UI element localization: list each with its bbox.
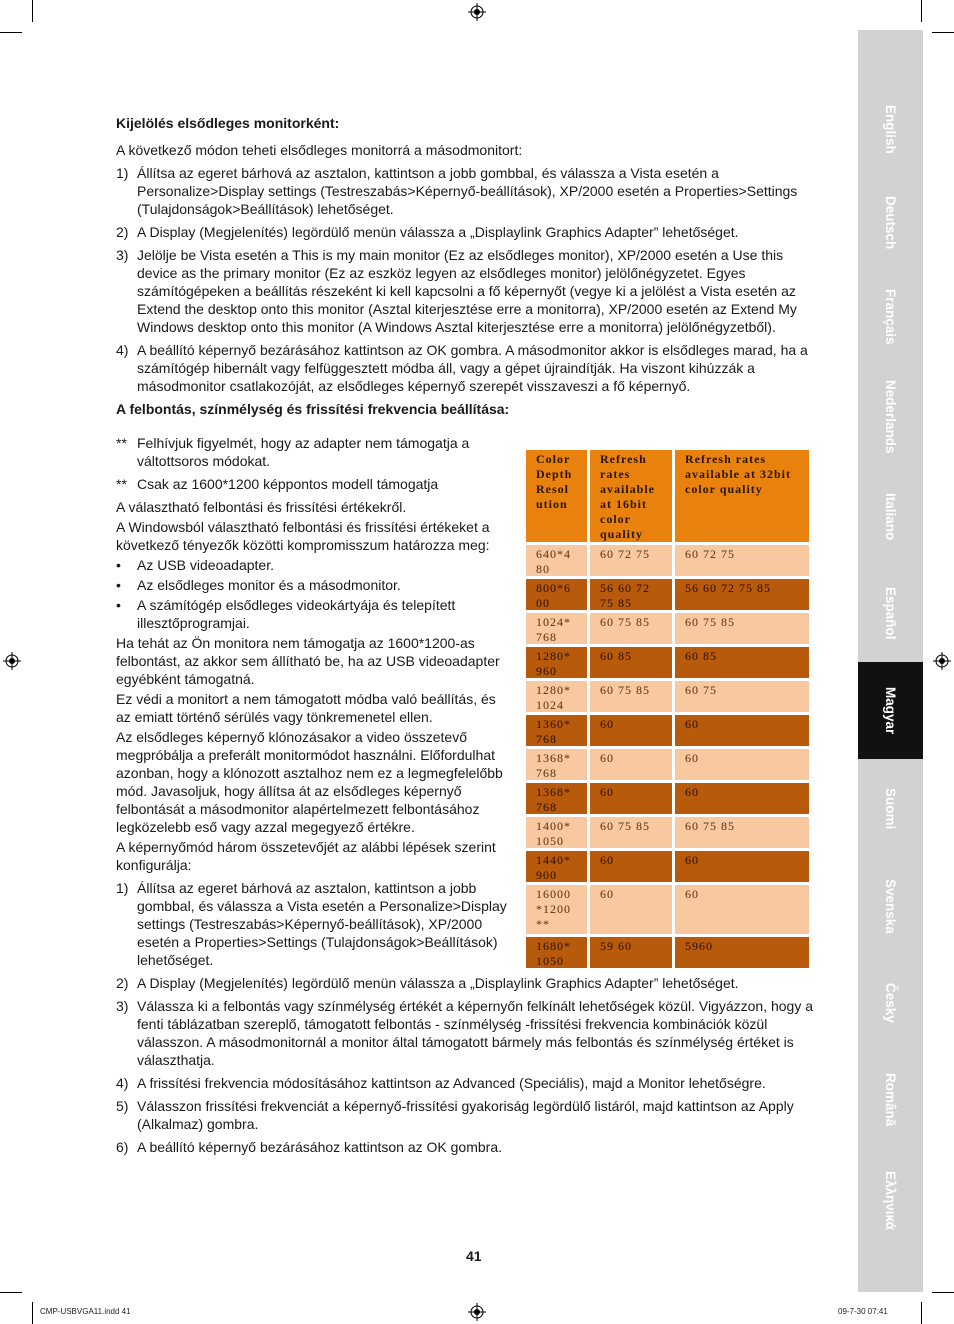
step-text: Jelölje be Vista esetén a This is my main monitor (Ez az elsődleges monitor), XP/2000 esetén a Use this device as the primary monitor (Ez az eszköz legyen az elsődleges monitor) jelölőnégyzetet. Egyes számítógépeken a beállítás részeként ki kell kapcsolni a fő képernyőt (vegye ki a jelölést a Vista esetén az Extend the desktop onto this monitor (Asztal kiterjesztése erre a monitorra), XP/2000 esetén az Extend My Windows desktop onto this monitor (A Windows Asztal kiterjesztése erre a monitorra) jelölőnégyzetből). <box>137 247 797 335</box>
tab-svenska[interactable] <box>858 858 923 954</box>
table-cell: 1368* 768 <box>526 783 587 814</box>
tab-romana[interactable] <box>858 1052 923 1148</box>
table-cell: 60 75 85 <box>675 613 809 644</box>
tab-english[interactable] <box>858 82 923 176</box>
table-cell: 60 85 <box>590 647 672 678</box>
table-row <box>526 715 812 746</box>
tab-italiano[interactable] <box>858 470 923 564</box>
tab-label: Magyar <box>883 686 898 735</box>
paragraph: Ez védi a monitort a nem támogatott módba való beállítás, és az emiatt történő sérülés vagy tönkremenetel ellen. <box>116 691 496 725</box>
step-item <box>116 246 816 336</box>
table-cell: 60 75 85 <box>590 681 672 712</box>
step-number: 4) <box>116 342 129 358</box>
bullet-text: Az elsődleges monitor és a másodmonitor. <box>137 577 401 593</box>
note-item <box>116 434 508 470</box>
step-number: 3) <box>116 998 129 1014</box>
paragraph: Ha tehát az Ön monitora nem támogatja az 1600*1200-as felbontást, az akkor sem állítható be, ha az USB videoadapter egyébként támogatná. <box>116 635 500 687</box>
language-sidebar <box>858 30 923 1292</box>
table-row <box>526 817 812 848</box>
paragraph: A választható felbontási és frissítési értékekről. <box>116 499 407 515</box>
step-text: Állítsa az egeret bárhová az asztalon, kattintson a jobb gombbal, és válassza a Vista esetén a Personalize>Display settings (Testreszabás>Képernyő-beállítások), XP/2000 esetén a Properties>Settings (Tulajdonságok>Beállítások) lehetőséget. <box>137 165 798 217</box>
tab-magyar[interactable] <box>858 662 923 759</box>
section-heading: Kijelölés elsődleges monitorként: <box>116 115 340 131</box>
table-row <box>526 647 812 678</box>
table-cell: 1280* 960 <box>526 647 587 678</box>
tab-cesky[interactable] <box>858 954 923 1052</box>
table-cell: 60 <box>590 783 672 814</box>
crop-mark <box>0 1292 22 1293</box>
step-text: Válasszon frissítési frekvenciát a képernyő-frissítési gyakoriság legördülő listáról, majd kattintson az Apply (Alkalmaz) gombra. <box>137 1098 794 1132</box>
footer-file-info: CMP-USBVGA11.indd 41 <box>40 1307 131 1316</box>
refresh-rate-table <box>526 450 812 971</box>
table-cell: 60 85 <box>675 647 809 678</box>
table-cell: 800*6 00 <box>526 579 587 610</box>
table-cell: 60 <box>675 715 809 746</box>
table-cell: 60 72 75 <box>675 545 809 576</box>
step-number: 4) <box>116 1075 129 1091</box>
table-cell: 1680* 1050 <box>526 937 587 968</box>
table-header-row <box>526 450 812 542</box>
table-row <box>526 545 812 576</box>
crop-mark <box>921 1302 922 1324</box>
table-cell: 60 75 85 <box>675 817 809 848</box>
step-text: A frissítési frekvencia módosításához kattintson az Advanced (Speciális), majd a Monitor lehetőségre. <box>137 1075 766 1091</box>
bullet-item <box>116 576 508 594</box>
table-cell: 60 <box>590 885 672 934</box>
step-text: A Display (Megjelenítés) legördülő menün válassza a „Displaylink Graphics Adapter” lehetőséget. <box>137 224 739 240</box>
note-mark: ** <box>116 435 127 451</box>
page-number: 41 <box>466 1248 482 1264</box>
table-cell: 60 <box>675 749 809 780</box>
step-item <box>116 1097 816 1133</box>
table-cell: 60 75 85 <box>590 817 672 848</box>
table-row <box>526 885 812 934</box>
note-mark: ** <box>116 476 127 492</box>
left-column <box>116 434 508 969</box>
step-item <box>116 1074 816 1092</box>
tab-francais[interactable] <box>858 270 923 364</box>
crop-mark <box>0 32 22 33</box>
tab-label: Deutsch <box>883 196 898 250</box>
paragraph: A képernyőmód három összetevőjét az alábbi lépések szerint konfigurálja: <box>116 839 496 873</box>
crop-mark <box>32 0 33 22</box>
step-number: 3) <box>116 247 129 263</box>
table-row <box>526 851 812 882</box>
step-number: 6) <box>116 1139 129 1155</box>
registration-mark-icon <box>933 652 951 670</box>
table-cell: 1360* 768 <box>526 715 587 746</box>
step-number: 2) <box>116 224 129 240</box>
table-cell: 640*4 80 <box>526 545 587 576</box>
table-cell: 59 60 <box>590 937 672 968</box>
table-cell: 60 72 75 <box>590 545 672 576</box>
tab-suomi[interactable] <box>858 759 923 858</box>
table-cell: 16000 *1200 ** <box>526 885 587 934</box>
table-cell: 60 75 85 <box>590 613 672 644</box>
step-text: Válassza ki a felbontás vagy színmélység értékét a képernyőn felkínált lehetőségek közül. Vigyázzon, hogy a fenti táblázatban szereplő, támogatott felbontás - színmélység -frissítési frekvencia kombinációk közül válasszon. A másodmonitornál a monitor által támogatott bármely más felbontás és színmélység értéket is választhatja. <box>137 998 814 1068</box>
table-header-cell: Refresh rates available at 16bit color quality <box>590 450 672 542</box>
tab-label: Nederlands <box>883 380 898 454</box>
registration-mark-icon <box>468 1303 486 1321</box>
table-row <box>526 783 812 814</box>
bullet-item <box>116 556 508 574</box>
tab-label: Română <box>883 1073 898 1127</box>
registration-mark-icon <box>468 3 486 21</box>
table-cell: 1280* 1024 <box>526 681 587 712</box>
step-text: A beállító képernyő bezárásához kattintson az OK gombra. A másodmonitor akkor is elsődleges marad, ha a számítógép hibernált vagy felfüggesztett módba áll, vagy a gépet újraindítják. Ha viszont kihúzzák a másodmonitor csatlakozóját, az elsődleges képernyő szerepét visszaveszi a fő képernyő. <box>137 342 808 394</box>
bullet-icon: • <box>116 577 121 593</box>
table-cell: 1368* 768 <box>526 749 587 780</box>
step-number: 1) <box>116 880 129 896</box>
intro-text: A következő módon teheti elsődleges monitorrá a másodmonitort: <box>116 142 523 158</box>
tab-label: Česky <box>883 983 898 1023</box>
table-cell: 60 75 <box>675 681 809 712</box>
tab-label: Español <box>883 586 898 640</box>
step-item <box>116 223 816 241</box>
tab-label: Français <box>883 289 898 345</box>
table-cell: 56 60 72 75 85 <box>590 579 672 610</box>
bullet-item <box>116 596 508 632</box>
step-item <box>116 974 816 992</box>
table-header-cell: Refresh rates available at 32bit color quality <box>675 450 809 542</box>
step-item <box>116 341 816 395</box>
paragraph: Az elsődleges képernyő klónozásakor a video összetevő megpróbálja a preferált monitormódot használni. Előfordulhat azonban, hogy a klónozott asztalhoz nem ez a legmegfelelőbb mód. Javasoljuk, hogy állítsa át az elsődleges képernyő felbontását a másodmonitor alapértelmezett felbontásához legközelebb eső vagy azzal megegyező értékre. <box>116 729 503 835</box>
table-row <box>526 749 812 780</box>
table-cell: 60 <box>675 885 809 934</box>
table-cell: 60 <box>590 851 672 882</box>
step-item <box>116 879 508 969</box>
bullet-text: A számítógép elsődleges videokártyája és telepített illesztőprogramjai. <box>137 597 456 631</box>
step-text: A Display (Megjelenítés) legördülő menün válassza a „Displaylink Graphics Adapter” lehetőséget. <box>137 975 739 991</box>
step-number: 1) <box>116 165 129 181</box>
tab-label: Suomi <box>883 787 898 830</box>
bullet-text: Az USB videoadapter. <box>137 557 274 573</box>
step-number: 2) <box>116 975 129 991</box>
crop-mark <box>921 0 922 22</box>
tab-nederlands[interactable] <box>858 364 923 470</box>
table-cell: 60 <box>590 749 672 780</box>
step-item <box>116 997 816 1069</box>
table-header-cell: Color Depth Resol ution <box>526 450 587 542</box>
note-text: Csak az 1600*1200 képpontos modell támogatja <box>137 476 439 492</box>
note-item <box>116 475 508 493</box>
step-text: A beállító képernyő bezárásához kattintson az OK gombra. <box>137 1139 502 1155</box>
table-row <box>526 579 812 610</box>
table-cell: 60 <box>590 715 672 746</box>
table-cell: 56 60 72 75 85 <box>675 579 809 610</box>
tab-label: Ελληνικά <box>883 1170 898 1230</box>
table-cell: 1024* 768 <box>526 613 587 644</box>
footer-timestamp: 09-7-30 07:41 <box>838 1307 888 1316</box>
table-row <box>526 681 812 712</box>
step-number: 5) <box>116 1098 129 1114</box>
tab-deutsch[interactable] <box>858 176 923 270</box>
crop-mark <box>32 1302 33 1324</box>
bullet-icon: • <box>116 597 121 613</box>
step-item <box>116 164 816 218</box>
tab-label: English <box>883 104 898 154</box>
table-cell: 5960 <box>675 937 809 968</box>
table-cell: 1440* 900 <box>526 851 587 882</box>
table-cell: 60 <box>675 783 809 814</box>
step-text: Állítsa az egeret bárhová az asztalon, kattintson a jobb gombbal, és válassza a Vista esetén a Personalize>Display settings (Testreszabás>Képernyő-beállítások), XP/2000 esetén a Properties>Settings (Tulajdonságok>Beállítások) lehetőséget. <box>137 880 507 968</box>
tab-espanol[interactable] <box>858 564 923 662</box>
table-cell: 60 <box>675 851 809 882</box>
tab-label: Svenska <box>883 878 898 934</box>
step-item <box>116 1138 816 1156</box>
tab-label: Italiano <box>883 493 898 541</box>
paragraph: A Windowsból választható felbontási és frissítési értékeket a következő tényezők közötti kompromisszum határozza meg: <box>116 519 490 553</box>
bullet-icon: • <box>116 557 121 573</box>
crop-mark <box>932 32 954 33</box>
table-row <box>526 613 812 644</box>
tab-greek[interactable] <box>858 1148 923 1252</box>
table-cell: 1400* 1050 <box>526 817 587 848</box>
table-row <box>526 937 812 968</box>
note-text: Felhívjuk figyelmét, hogy az adapter nem támogatja a váltottsoros módokat. <box>137 435 470 469</box>
registration-mark-icon <box>3 652 21 670</box>
section-heading: A felbontás, színmélység és frissítési frekvencia beállítása: <box>116 401 510 417</box>
crop-mark <box>932 1292 954 1293</box>
